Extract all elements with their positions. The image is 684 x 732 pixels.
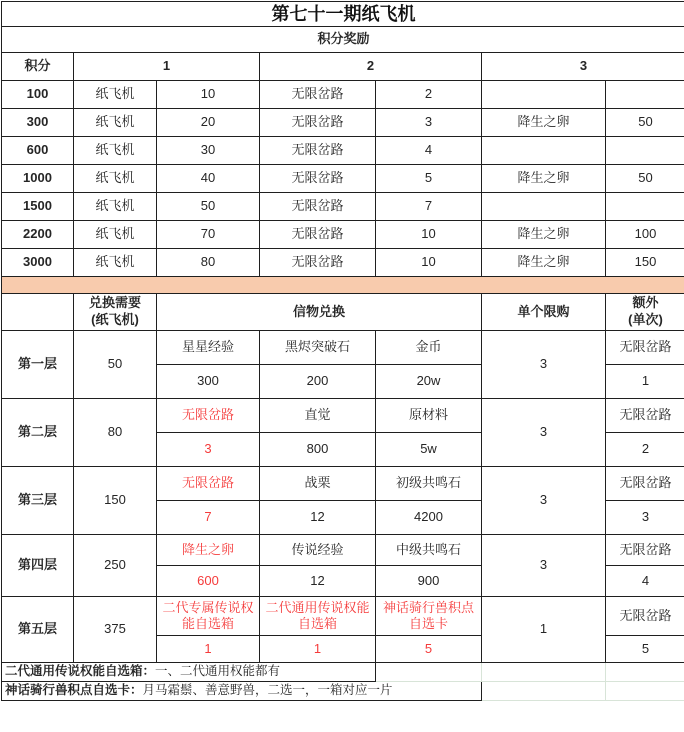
tier-row — [2, 535, 684, 566]
reward3-qty: 50 — [606, 109, 684, 137]
footnote-text: 一、二代通用权能都有 — [155, 664, 280, 678]
tier-label: 第二层 — [2, 399, 74, 467]
points-row — [2, 165, 684, 193]
tier-row — [2, 467, 684, 501]
footnote-text: 月马霜鬃、善意野兽，二选一，一箱对应一片 — [143, 683, 393, 697]
col-header-1: 1 — [74, 53, 260, 81]
points-row — [2, 221, 684, 249]
extra-qty: 3 — [606, 501, 684, 535]
item-qty: 5w — [376, 433, 482, 467]
points-row — [2, 109, 684, 137]
item-qty: 800 — [260, 433, 376, 467]
item-name: 传说经验 — [260, 535, 376, 566]
need-header: 兑换需要 (纸飞机) — [74, 294, 157, 331]
col-header-3: 3 — [482, 53, 684, 81]
item-name: 降生之卵 — [157, 535, 260, 566]
empty-grid-cell — [482, 663, 606, 682]
reward2-name: 无限岔路 — [260, 165, 376, 193]
item-name: 原材料 — [376, 399, 482, 433]
item-qty: 200 — [260, 365, 376, 399]
reward2-name: 无限岔路 — [260, 137, 376, 165]
item-qty: 3 — [157, 433, 260, 467]
reward3-qty — [606, 193, 684, 221]
points-value: 300 — [2, 109, 74, 137]
reward1-name: 纸飞机 — [74, 165, 157, 193]
reward2-qty: 7 — [376, 193, 482, 221]
limit-header: 单个限购 — [482, 294, 606, 331]
extra-name: 无限岔路 — [606, 467, 684, 501]
reward1-qty: 10 — [157, 81, 260, 109]
reward3-qty — [606, 137, 684, 165]
reward3-name — [482, 81, 606, 109]
item-name: 金币 — [376, 331, 482, 365]
reward2-name: 无限岔路 — [260, 109, 376, 137]
reward3-name: 降生之卵 — [482, 249, 606, 277]
tier-label: 第四层 — [2, 535, 74, 597]
item-name: 无限岔路 — [157, 399, 260, 433]
limit-value: 3 — [482, 331, 606, 399]
trade-header: 信物兑换 — [157, 294, 482, 331]
footnote-label: 二代通用传说权能自选箱： — [5, 664, 155, 678]
reward1-qty: 40 — [157, 165, 260, 193]
item-name: 初级共鸣石 — [376, 467, 482, 501]
empty-grid-cell — [482, 682, 606, 701]
points-value: 1500 — [2, 193, 74, 221]
extra-qty: 2 — [606, 433, 684, 467]
need-value: 150 — [74, 467, 157, 535]
extra-qty: 5 — [606, 636, 684, 663]
reward3-qty — [606, 81, 684, 109]
reward3-name: 降生之卵 — [482, 221, 606, 249]
item-qty: 12 — [260, 501, 376, 535]
footnote-label: 神话骑行兽积点自选卡： — [5, 683, 143, 697]
extra-name: 无限岔路 — [606, 399, 684, 433]
points-value: 100 — [2, 81, 74, 109]
limit-value: 3 — [482, 535, 606, 597]
item-qty: 1 — [157, 636, 260, 663]
reward1-qty: 50 — [157, 193, 260, 221]
reward2-qty: 4 — [376, 137, 482, 165]
page-title: 第七十一期纸飞机 — [2, 2, 684, 27]
extra-name: 无限岔路 — [606, 331, 684, 365]
item-name: 黑烬突破石 — [260, 331, 376, 365]
col-header-2: 2 — [260, 53, 482, 81]
extra-header: 额外 (单次) — [606, 294, 684, 331]
points-section-header: 积分奖励 — [2, 27, 684, 53]
tier-row — [2, 331, 684, 365]
reward2-qty: 5 — [376, 165, 482, 193]
need-value: 375 — [74, 597, 157, 663]
limit-value: 3 — [482, 467, 606, 535]
reward3-name — [482, 193, 606, 221]
reward2-qty: 10 — [376, 249, 482, 277]
reward1-name: 纸飞机 — [74, 109, 157, 137]
item-name: 中级共鸣石 — [376, 535, 482, 566]
tier-label: 第一层 — [2, 331, 74, 399]
item-qty: 12 — [260, 566, 376, 597]
footnote-row — [2, 682, 684, 701]
points-row — [2, 137, 684, 165]
points-value: 1000 — [2, 165, 74, 193]
reward-table — [1, 1, 684, 701]
need-value: 50 — [74, 331, 157, 399]
reward3-qty: 50 — [606, 165, 684, 193]
reward3-name: 降生之卵 — [482, 165, 606, 193]
extra-qty: 1 — [606, 365, 684, 399]
footnote-row — [2, 663, 684, 682]
orange-separator — [2, 277, 684, 294]
reward1-name: 纸飞机 — [74, 81, 157, 109]
item-name: 战栗 — [260, 467, 376, 501]
footnote-1 — [2, 663, 376, 682]
item-name: 无限岔路 — [157, 467, 260, 501]
need-value: 250 — [74, 535, 157, 597]
reward2-qty: 3 — [376, 109, 482, 137]
tier-label: 第三层 — [2, 467, 74, 535]
reward2-name: 无限岔路 — [260, 221, 376, 249]
empty-grid-cell — [606, 663, 684, 682]
empty-grid-cell — [606, 682, 684, 701]
reward1-qty: 70 — [157, 221, 260, 249]
extra-name: 无限岔路 — [606, 597, 684, 636]
reward3-name — [482, 137, 606, 165]
footnote-2 — [2, 682, 482, 701]
item-qty: 900 — [376, 566, 482, 597]
reward2-name: 无限岔路 — [260, 249, 376, 277]
reward2-name: 无限岔路 — [260, 81, 376, 109]
tier-row — [2, 399, 684, 433]
reward3-name: 降生之卵 — [482, 109, 606, 137]
points-value: 3000 — [2, 249, 74, 277]
item-qty: 1 — [260, 636, 376, 663]
reward1-name: 纸飞机 — [74, 249, 157, 277]
item-qty: 5 — [376, 636, 482, 663]
empty-grid-cell — [376, 663, 482, 682]
item-name: 直觉 — [260, 399, 376, 433]
item-name: 二代专属传说权能自选箱 — [157, 597, 260, 636]
extra-name: 无限岔路 — [606, 535, 684, 566]
points-row — [2, 81, 684, 109]
item-qty: 4200 — [376, 501, 482, 535]
item-name: 二代通用传说权能自选箱 — [260, 597, 376, 636]
points-value: 600 — [2, 137, 74, 165]
reward1-qty: 20 — [157, 109, 260, 137]
item-qty: 300 — [157, 365, 260, 399]
extra-qty: 4 — [606, 566, 684, 597]
reward1-name: 纸飞机 — [74, 193, 157, 221]
reward1-qty: 80 — [157, 249, 260, 277]
reward3-qty: 150 — [606, 249, 684, 277]
reward2-qty: 2 — [376, 81, 482, 109]
spreadsheet-screenshot — [0, 1, 684, 732]
need-value: 80 — [74, 399, 157, 467]
reward2-name: 无限岔路 — [260, 193, 376, 221]
item-qty: 20w — [376, 365, 482, 399]
reward1-name: 纸飞机 — [74, 137, 157, 165]
item-name: 星星经验 — [157, 331, 260, 365]
points-row — [2, 249, 684, 277]
tier-header-empty — [2, 294, 74, 331]
limit-value: 3 — [482, 399, 606, 467]
tier-label: 第五层 — [2, 597, 74, 663]
reward1-qty: 30 — [157, 137, 260, 165]
limit-value: 1 — [482, 597, 606, 663]
item-qty: 600 — [157, 566, 260, 597]
item-qty: 7 — [157, 501, 260, 535]
item-name: 神话骑行兽积点自选卡 — [376, 597, 482, 636]
col-header-points: 积分 — [2, 53, 74, 81]
tier-row — [2, 597, 684, 636]
reward3-qty: 100 — [606, 221, 684, 249]
points-row — [2, 193, 684, 221]
reward1-name: 纸飞机 — [74, 221, 157, 249]
points-value: 2200 — [2, 221, 74, 249]
reward2-qty: 10 — [376, 221, 482, 249]
